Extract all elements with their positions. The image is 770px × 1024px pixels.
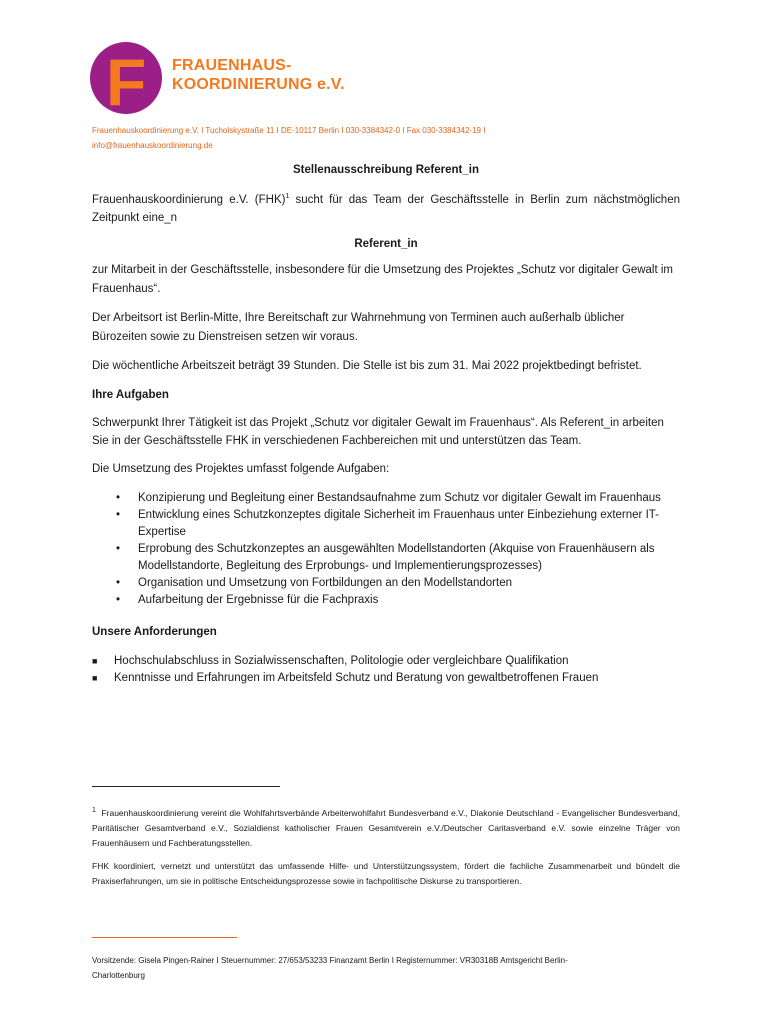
page-footer xyxy=(92,953,680,983)
list-item: • Konzipierung und Begleitung einer Bestandsaufnahme zum Schutz vor digitaler Gewalt im Frauenhaus xyxy=(116,492,661,504)
intro-paragraph xyxy=(92,191,680,227)
paragraph-hours: Die wöchentliche Arbeitszeit beträgt 39 Stunden. Die Stelle ist bis zum 31. Mai 2022 projektbedingt befristet. xyxy=(92,360,642,372)
requirements-list xyxy=(92,653,680,687)
footnotes xyxy=(92,803,680,889)
footnote-text-mission: FHK koordiniert, vernetzt und unterstützt das umfassende Hilfe- und Unterstützungssystem, fördert die fachliche Zusammenarbeit und bündelt die Praxiserfahrungen, um sie in politische Entscheidungsprozesse sowie in fachpolitische Diskurse zu transportieren. xyxy=(92,860,680,886)
organization-logo xyxy=(90,42,350,119)
footnote-1 xyxy=(92,803,680,851)
document-title: Stellenausschreibung Referent_in xyxy=(293,164,479,176)
logo-name-line2: KOORDINIERUNG e.V. xyxy=(172,76,345,93)
intro-text: Frauenhauskoordinierung e.V. (FHK) xyxy=(92,194,286,206)
list-item: • Organisation und Umsetzung von Fortbildungen an den Modellstandorten xyxy=(116,577,512,589)
letterhead-address xyxy=(92,123,692,153)
footer-line1: Vorsitzende: Gisela Pingen-Rainer I Steuernummer: 27/653/53233 Finanzamt Berlin I Registernummer: VR30318B Amtsgericht Berlin- xyxy=(92,956,568,965)
intro-rest: sucht für das Team der Geschäftsstelle in Berlin zum nächstmöglichen Zeitpunkt eine_n xyxy=(92,194,680,224)
footnote-separator xyxy=(92,786,280,787)
heading-requirements: Unsere Anforderungen xyxy=(92,626,217,638)
footer-line2: Charlottenburg xyxy=(92,971,145,980)
logo-letter: F xyxy=(106,45,147,119)
list-item: • Erprobung des Schutzkonzeptes an ausgewählten Modellstandorten (Akquise von Frauenhäusern als Modellstandorte, Begleitung des Erprobungs- und Implementierungsprozesses) xyxy=(116,543,655,572)
document-body xyxy=(92,161,680,687)
list-item: • Aufarbeitung der Ergebnisse für die Fachpraxis xyxy=(116,594,379,606)
logo-wordmark xyxy=(172,56,345,94)
letterhead-email: info@frauenhauskoordinierung.de xyxy=(92,141,213,150)
list-item: ■ Hochschulabschluss in Sozialwissenschaften, Politologie oder vergleichbare Qualifikation xyxy=(92,655,569,667)
paragraph-purpose: zur Mitarbeit in der Geschäftsstelle, insbesondere für die Umsetzung des Projektes „Schutz vor digitaler Gewalt im Frauenhaus“. xyxy=(92,264,674,295)
footnote-reference: 1 xyxy=(285,193,290,201)
paragraph-location: Der Arbeitsort ist Berlin-Mitte, Ihre Bereitschaft zur Wahrnehmung von Terminen auch außerhalb üblicher Bürozeiten sowie zu Dienstreisen setzen wir voraus. xyxy=(92,312,625,343)
letterhead-line1: Frauenhauskoordinierung e.V. I Tucholskystraße 11 I DE-10117 Berlin I 030-3384342-0 I Fax 030-3384342-19 I xyxy=(92,126,486,135)
role-title: Referent_in xyxy=(354,238,418,250)
footnote-text-members: Frauenhauskoordinierung vereint die Wohlfahrtsverbände Arbeiterwohlfahrt Bundesverband e.V., Diakonie Deutschland - Evangelischer Bundesverband, Paritätischer Gesamtverband e.V., Sozialdienst katholischer Frauen Gesamtverein e.V./Deutscher Caritasverband e.V. sowie einzelne Träger von Frauenhäusern und Fachberatungsstellen. xyxy=(92,807,680,848)
logo-name-line1: FRAUENHAUS- xyxy=(172,57,292,74)
list-item: ■ Kenntnisse und Erfahrungen im Arbeitsfeld Schutz und Beratung von gewaltbetroffenen Frauen xyxy=(92,672,599,684)
paragraph-tasks-intro: Die Umsetzung des Projektes umfasst folgende Aufgaben: xyxy=(92,463,390,475)
paragraph-focus: Schwerpunkt Ihrer Tätigkeit ist das Projekt „Schutz vor digitaler Gewalt im Frauenhaus“. Als Referent_in arbeiten Sie in der Geschäftsstelle FHK in verschiedenen Fachbereichen mit und unterstützen das Team. xyxy=(92,417,664,447)
list-item: • Entwicklung eines Schutzkonzeptes digitale Sicherheit im Frauenhaus unter Einbeziehung externer IT-Expertise xyxy=(116,509,659,538)
footer-separator xyxy=(92,937,237,938)
heading-tasks: Ihre Aufgaben xyxy=(92,389,169,401)
footnote-mark: 1 xyxy=(92,807,96,814)
task-list xyxy=(92,490,680,609)
